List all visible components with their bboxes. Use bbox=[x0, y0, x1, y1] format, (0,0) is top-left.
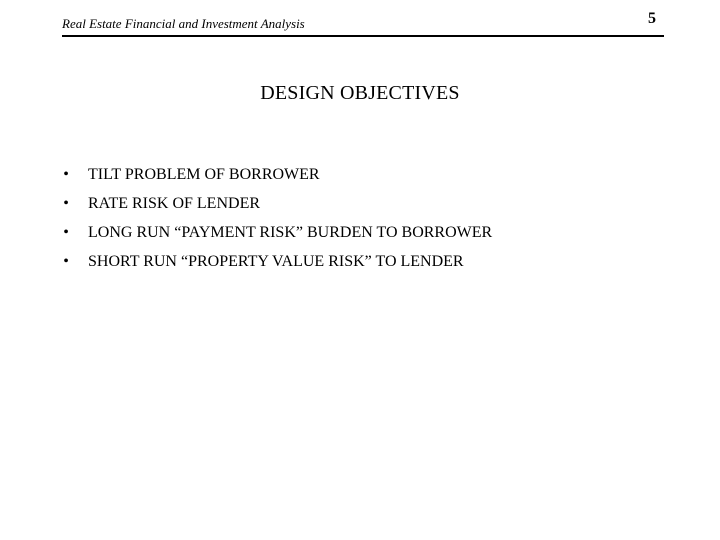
bullet-marker: • bbox=[63, 195, 69, 212]
header-title: Real Estate Financial and Investment Analysis bbox=[62, 16, 305, 31]
bullet-text: LONG RUN “PAYMENT RISK” BURDEN TO BORROWER bbox=[88, 224, 493, 241]
bullet-text: SHORT RUN “PROPERTY VALUE RISK” TO LENDER bbox=[88, 253, 464, 270]
bullet-marker: • bbox=[63, 166, 69, 183]
page-number: 5 bbox=[648, 10, 656, 27]
bullet-marker: • bbox=[63, 224, 69, 241]
bullet-marker: • bbox=[63, 253, 69, 270]
page-header bbox=[62, 14, 664, 36]
header-rule bbox=[62, 35, 664, 37]
bullet-text: TILT PROBLEM OF BORROWER bbox=[88, 166, 320, 183]
bullet-text: RATE RISK OF LENDER bbox=[88, 195, 261, 212]
slide-title: DESIGN OBJECTIVES bbox=[260, 82, 460, 104]
